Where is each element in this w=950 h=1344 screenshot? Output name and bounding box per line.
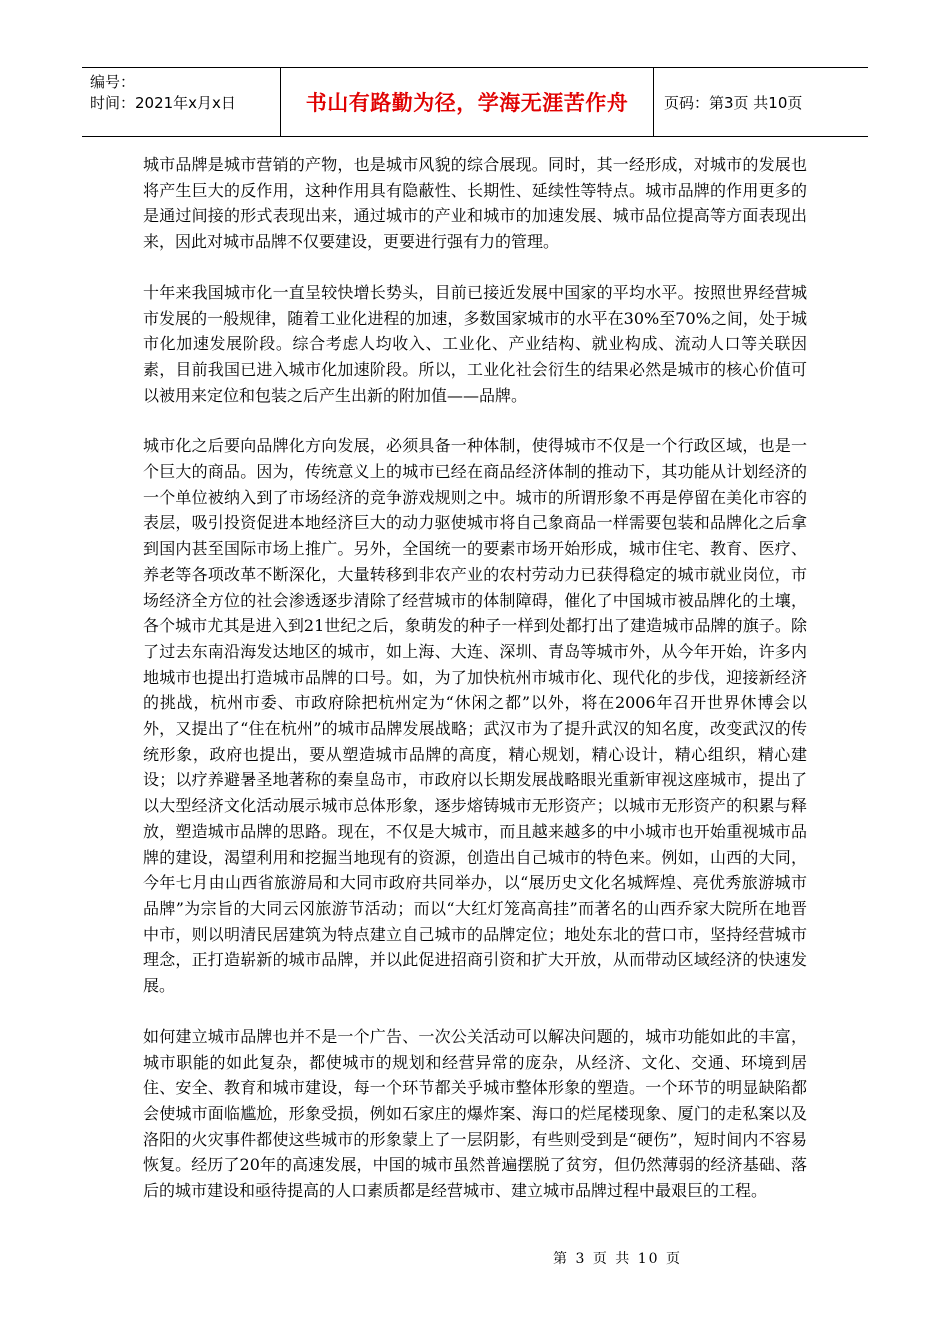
document-time-label: 时间：2021年x月x日	[90, 94, 236, 112]
header-meta	[82, 68, 280, 136]
footer-page-number: 第 3 页 共 10 页	[553, 1251, 682, 1267]
paragraph-1: 城市品牌是城市营销的产物，也是城市风貌的综合展现。同时，其一经形成，对城市的发展也将产生巨大的反作用，这种作用具有隐蔽性、长期性、延续性等特点。城市品牌的作用更多的是通过间接的形式表现出来，通过城市的产业和城市的加速发展、城市品位提高等方面表现出来，因此对城市品牌不仅要建设，更要进行强有力的管理。	[143, 155, 807, 252]
header-motto: 书山有路勤为径，学海无涯苦作舟	[280, 68, 654, 136]
paragraph-4: 如何建立城市品牌也并不是一个广告、一次公关活动可以解决问题的，城市功能如此的丰富，城市职能的如此复杂，都使城市的规划和经营异常的庞杂，从经济、文化、交通、环境到居住、安全、教育和城市建设，每一个环节都关乎城市整体形象的塑造。一个环节的明显缺陷都会使城市面临尴尬，形象受损，例如石家庄的爆炸案、海口的烂尾楼现象、厦门的走私案以及洛阳的火灾事件都使这些城市的形象蒙上了一层阴影，有些则受到是“硬伤”，短时间内不容易恢复。经历了20年的高速发展，中国的城市虽然普遍摆脱了贫穷，但仍然薄弱的经济基础、落后的城市建设和亟待提高的人口素质都是经营城市、建立城市品牌过程中最艰巨的工程。	[143, 1026, 807, 1201]
header-page-label: 页码：第3页 共10页	[664, 93, 803, 112]
page-header	[82, 67, 868, 137]
paragraph-2: 十年来我国城市化一直呈较快增长势头，目前已接近发展中国家的平均水平。按照世界经营城市发展的一般规律，随着工业化进程的加速，多数国家城市的水平在30%至70%之间，处于城市化加速发展阶段。综合考虑人均收入、工业化、产业结构、就业构成、流动人口等关联因素，目前我国已进入城市化加速阶段。所以，工业化社会衍生的结果必然是城市的核心价值可以被用来定位和包装之后产生出新的附加值——品牌。	[143, 282, 807, 405]
document-number-label: 编号：	[90, 73, 136, 91]
paragraph-3: 城市化之后要向品牌化方向发展，必须具备一种体制，使得城市不仅是一个行政区域，也是一个巨大的商品。因为，传统意义上的城市已经在商品经济体制的推动下，其功能从计划经济的一个单位被纳入到了市场经济的竞争游戏规则之中。城市的所谓形象不再是停留在美化市容的表层，吸引投资促进本地经济巨大的动力驱使城市将自己象商品一样需要包装和品牌化之后拿到国内甚至国际市场上推广。另外，全国统一的要素市场开始形成，城市住宅、教育、医疗、养老等各项改革不断深化，大量转移到非农产业的农村劳动力已获得稳定的城市就业岗位，市场经济全方位的社会渗透逐步清除了经营城市的体制障碍，催化了中国城市被品牌化的土壤，各个城市尤其是进入到21世纪之后，象萌发的种子一样到处都打出了建造城市品牌的旗子。除了过去东南沿海发达地区的城市，如上海、大连、深圳、青岛等城市外，从今年开始，许多内地城市也提出打造城市品牌的口号。如，为了加快杭州市城市化、现代化的步伐，迎接新经济的挑战，杭州市委、市政府除把杭州定为“休闲之都”以外，将在2006年召开世界休博会以外，又提出了“住在杭州”的城市品牌发展战略；武汉市为了提升武汉的知名度，改变武汉的传统形象，政府也提出，要从塑造城市品牌的高度，精心规划，精心设计，精心组织，精心建设；以疗养避暑圣地著称的秦皇岛市，市政府以长期发展战略眼光重新审视这座城市，提出了以大型经济文化活动展示城市总体形象，逐步熔铸城市无形资产；以城市无形资产的积累与释放，塑造城市品牌的思路。现在，不仅是大城市，而且越来越多的中小城市也开始重视城市品牌的建设，渴望利用和挖掘当地现有的资源，创造出自己城市的特色来。例如，山西的大同，今年七月由山西省旅游局和大同市政府共同举办，以“展历史文化名城辉煌、亮优秀旅游城市品牌”为宗旨的大同云冈旅游节活动；而以“大红灯笼高高挂”而著名的山西乔家大院所在地晋中市，则以明清民居建筑为特点建立自己城市的品牌定位；地处东北的营口市，坚持经营城市理念，正打造崭新的城市品牌，并以此促进招商引资和扩大开放，从而带动区域经济的快速发展。	[143, 436, 807, 996]
document-body	[143, 152, 807, 1229]
page-footer	[0, 1248, 950, 1268]
